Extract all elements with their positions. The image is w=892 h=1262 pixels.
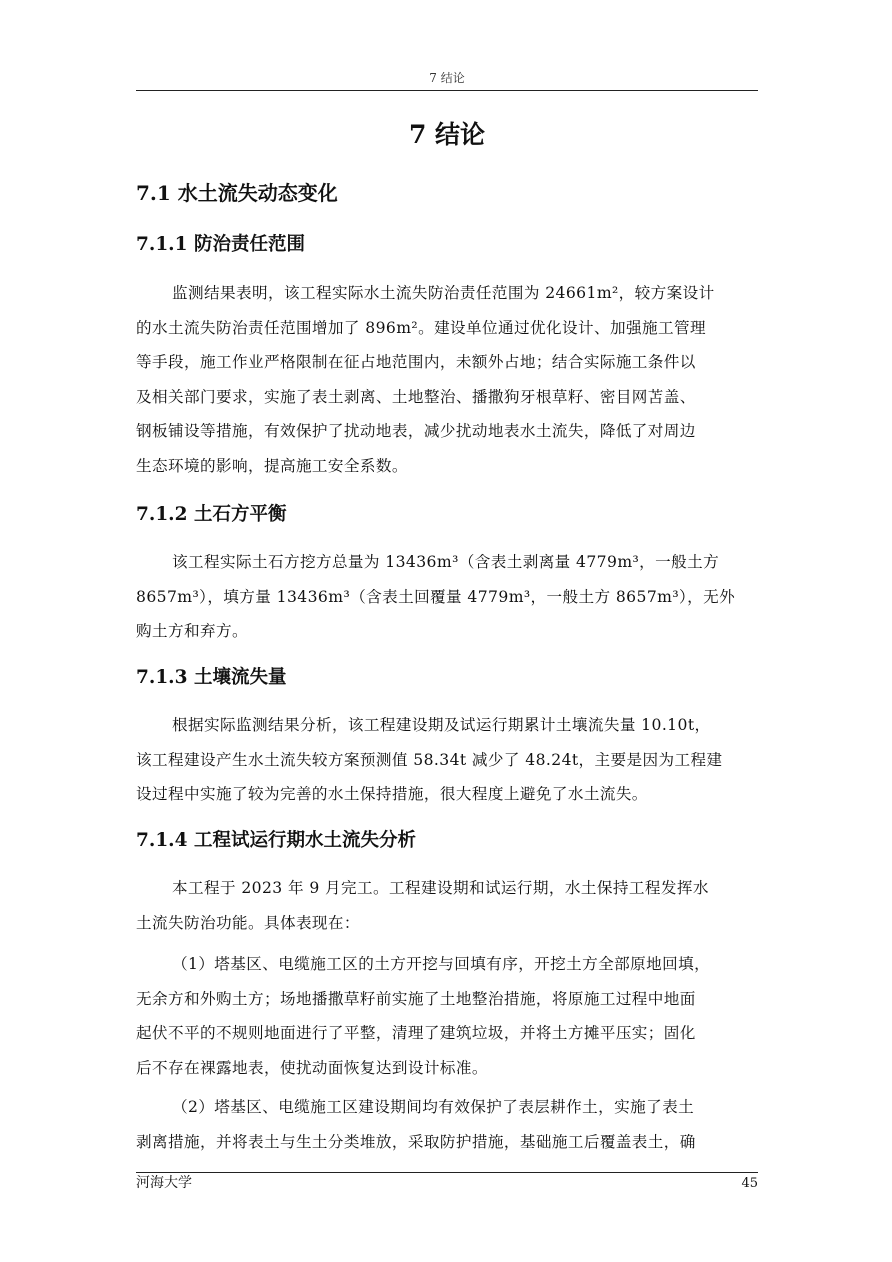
- text-line: 的水土流失防治责任范围增加了 896m²。建设单位通过优化设计、加强施工管理: [136, 318, 706, 337]
- text-line: 无余方和外购土方；场地播撒草籽前实施了土地整治措施，将原施工过程中地面: [136, 989, 696, 1008]
- section-heading-7-1-1: 7.1.1 防治责任范围: [136, 234, 305, 255]
- text-line: （2）塔基区、电缆施工区建设期间均有效保护了表层耕作土，实施了表土: [172, 1098, 695, 1116]
- paragraph-earthwork-balance: [136, 545, 758, 649]
- text-line: 设过程中实施了较为完善的水土保持措施，很大程度上避免了水土流失。: [136, 785, 648, 803]
- text-line: 剥离措施，并将表土与生土分类堆放，采取防护措施，基础施工后覆盖表土，确: [136, 1132, 696, 1151]
- running-header: 7 结论: [429, 71, 465, 85]
- section-heading-7-1-4: 7.1.4 工程试运行期水土流失分析: [136, 830, 416, 851]
- paragraph-responsibility-scope: [136, 276, 758, 483]
- section-heading-7-1-3: 7.1.3 土壤流失量: [136, 667, 287, 688]
- text-line: 及相关部门要求，实施了表土剥离、土地整治、播撒狗牙根草籽、密目网苫盖、: [136, 387, 696, 406]
- text-line: 土流失防治功能。具体表现在：: [136, 913, 360, 932]
- footer-rule: [136, 1172, 758, 1173]
- text-line: 起伏不平的不规则地面进行了平整，清理了建筑垃圾，并将土方摊平压实；固化: [136, 1024, 696, 1042]
- section-heading-7-1-2: 7.1.2 土石方平衡: [136, 504, 287, 525]
- text-line: 本工程于 2023 年 9 月完工。工程建设期和试运行期，水土保持工程发挥水: [172, 879, 709, 897]
- section-heading-7-1: 7.1 水土流失动态变化: [136, 181, 338, 205]
- text-line: 钢板铺设等措施，有效保护了扰动地表，减少扰动地表水土流失，降低了对周边: [136, 422, 696, 440]
- text-line: 监测结果表明，该工程实际水土流失防治责任范围为 24661m²，较方案设计: [172, 284, 715, 302]
- text-line: 生态环境的影响，提高施工安全系数。: [136, 456, 408, 475]
- text-line: 8657m³），填方量 13436m³（含表土回覆量 4779m³，一般土方 8657m³），无外: [136, 587, 736, 606]
- text-line: （1）塔基区、电缆施工区的土方开挖与回填有序，开挖土方全部原地回填，: [172, 955, 711, 973]
- text-line: 购土方和弃方。: [136, 622, 248, 640]
- paragraph-item-2: [136, 1090, 758, 1159]
- paragraph-item-1: [136, 947, 758, 1085]
- text-line: 后不存在裸露地表，使扰动面恢复达到设计标准。: [136, 1058, 488, 1077]
- footer-institution: 河海大学: [136, 1175, 192, 1191]
- paragraph-trial-operation-intro: [136, 871, 758, 940]
- text-line: 等手段，施工作业严格限制在征占地范围内，未额外占地；结合实际施工条件以: [136, 353, 696, 371]
- text-line: 该工程建设产生水土流失较方案预测值 58.34t 减少了 48.24t，主要是因为工程建: [136, 750, 723, 769]
- chapter-title: 7 结论: [408, 120, 486, 149]
- text-line: 该工程实际土石方挖方总量为 13436m³（含表土剥离量 4779m³，一般土方: [172, 553, 720, 571]
- page-number: 45: [741, 1176, 758, 1191]
- text-line: 根据实际监测结果分析，该工程建设期及试运行期累计土壤流失量 10.10t，: [172, 716, 711, 734]
- paragraph-soil-loss: [136, 708, 758, 812]
- header-rule: [136, 90, 758, 91]
